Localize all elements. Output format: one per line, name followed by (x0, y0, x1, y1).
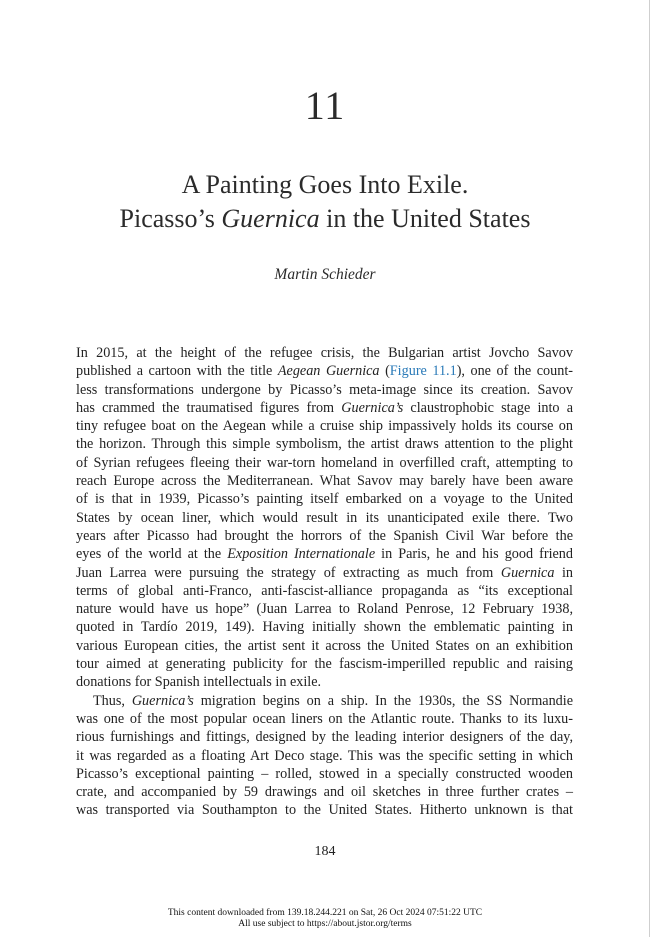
body-line: crate, and accompanied by 59 drawings and oil sketches in three further crates – (76, 784, 573, 801)
body-line: States by ocean liner, which would result in its unanticipated exile there. Two (76, 509, 573, 526)
body-line: Picasso’s exceptional painting – rolled, stowed in a specially constructed wooden (76, 765, 573, 782)
title-suffix: in the United States (319, 204, 531, 233)
body-text (76, 344, 573, 820)
chapter-number: 11 (304, 83, 346, 128)
body-line: donations for Spanish intellectuals in exile. (76, 674, 322, 691)
body-line: In 2015, at the height of the refugee crisis, the Bulgarian artist Jovcho Savov (76, 345, 573, 361)
title-italic: Guernica (221, 204, 320, 233)
body-line: tiny refugee boat on the Aegean while a cruise ship impassively holds its course on (76, 418, 573, 435)
body-line: of is that in 1939, Picasso’s painting itself embarked on a voyage to the United (76, 491, 573, 508)
body-line: the horizon. Through this simple symbolism, the artist draws attention to the plight (76, 436, 573, 453)
body-line: was transported via Southampton to the United States. Hitherto unknown is that (76, 802, 573, 819)
body-line: reach Europe across the Mediterranean. What Savov may barely have been aware (76, 473, 573, 490)
chapter-title-line-1: A Painting Goes Into Exile. (181, 170, 469, 199)
body-line: less transformations undergone by Picasso’s meta-image since its creation. Savov (76, 381, 573, 398)
footer-line-1: This content downloaded from 139.18.244.221 on Sat, 26 Oct 2024 07:51:22 UTC (167, 908, 483, 918)
body-line: quoted in Tardío 2019, 149). Having initially shown the emblematic painting in (76, 619, 573, 636)
body-line: of Syrian refugees fleeing their war-torn homeland in overfilled craft, attempting to (76, 454, 573, 471)
body-line: Thus, Guernica’s migration begins on a ship. In the 1930s, the SS Normandie (93, 692, 573, 709)
footer-terms-link[interactable]: All use subject to https://about.jstor.org/terms (238, 919, 412, 929)
body-line: Juan Larrea were pursuing the strategy of extracting as much from Guernica in (76, 564, 573, 581)
body-line: tour aimed at generating publicity for the fascism-imperilled republic and raising (76, 656, 573, 673)
title-prefix: Picasso’s (119, 204, 222, 233)
body-line: published a cartoon with the title Aegean Guernica (Figure 11.1), one of the count- (76, 363, 573, 380)
body-line: it was regarded as a floating Art Deco stage. This was the specific setting in which (76, 747, 573, 764)
download-footer (0, 908, 650, 930)
chapter-title-line-2 (0, 204, 650, 234)
body-line: nature would have us hope” (Juan Larrea to Roland Penrose, 12 February 1938, (76, 601, 573, 618)
body-line: terms of global anti-Franco, anti-fascist-alliance propaganda as “its exceptional (76, 582, 573, 599)
body-line: was one of the most popular ocean liners on the Atlantic route. Thanks to its luxu- (76, 710, 573, 727)
body-line: various European cities, the artist sent it across the United States on an exhibition (76, 637, 573, 654)
body-line: years after Picasso had brought the horrors of the Spanish Civil War before the (76, 527, 573, 544)
body-line: eyes of the world at the Exposition Internationale in Paris, he and his good friend (76, 546, 573, 563)
figure-link[interactable]: Figure 11.1 (389, 363, 457, 380)
page-number: 184 (314, 844, 336, 859)
author-name: Martin Schieder (274, 266, 376, 283)
body-line: rious furnishings and fittings, designed by the leading interior designers of the day, (76, 729, 573, 746)
body-line: has crammed the traumatised figures from Guernica’s claustrophobic stage into a (76, 399, 573, 416)
